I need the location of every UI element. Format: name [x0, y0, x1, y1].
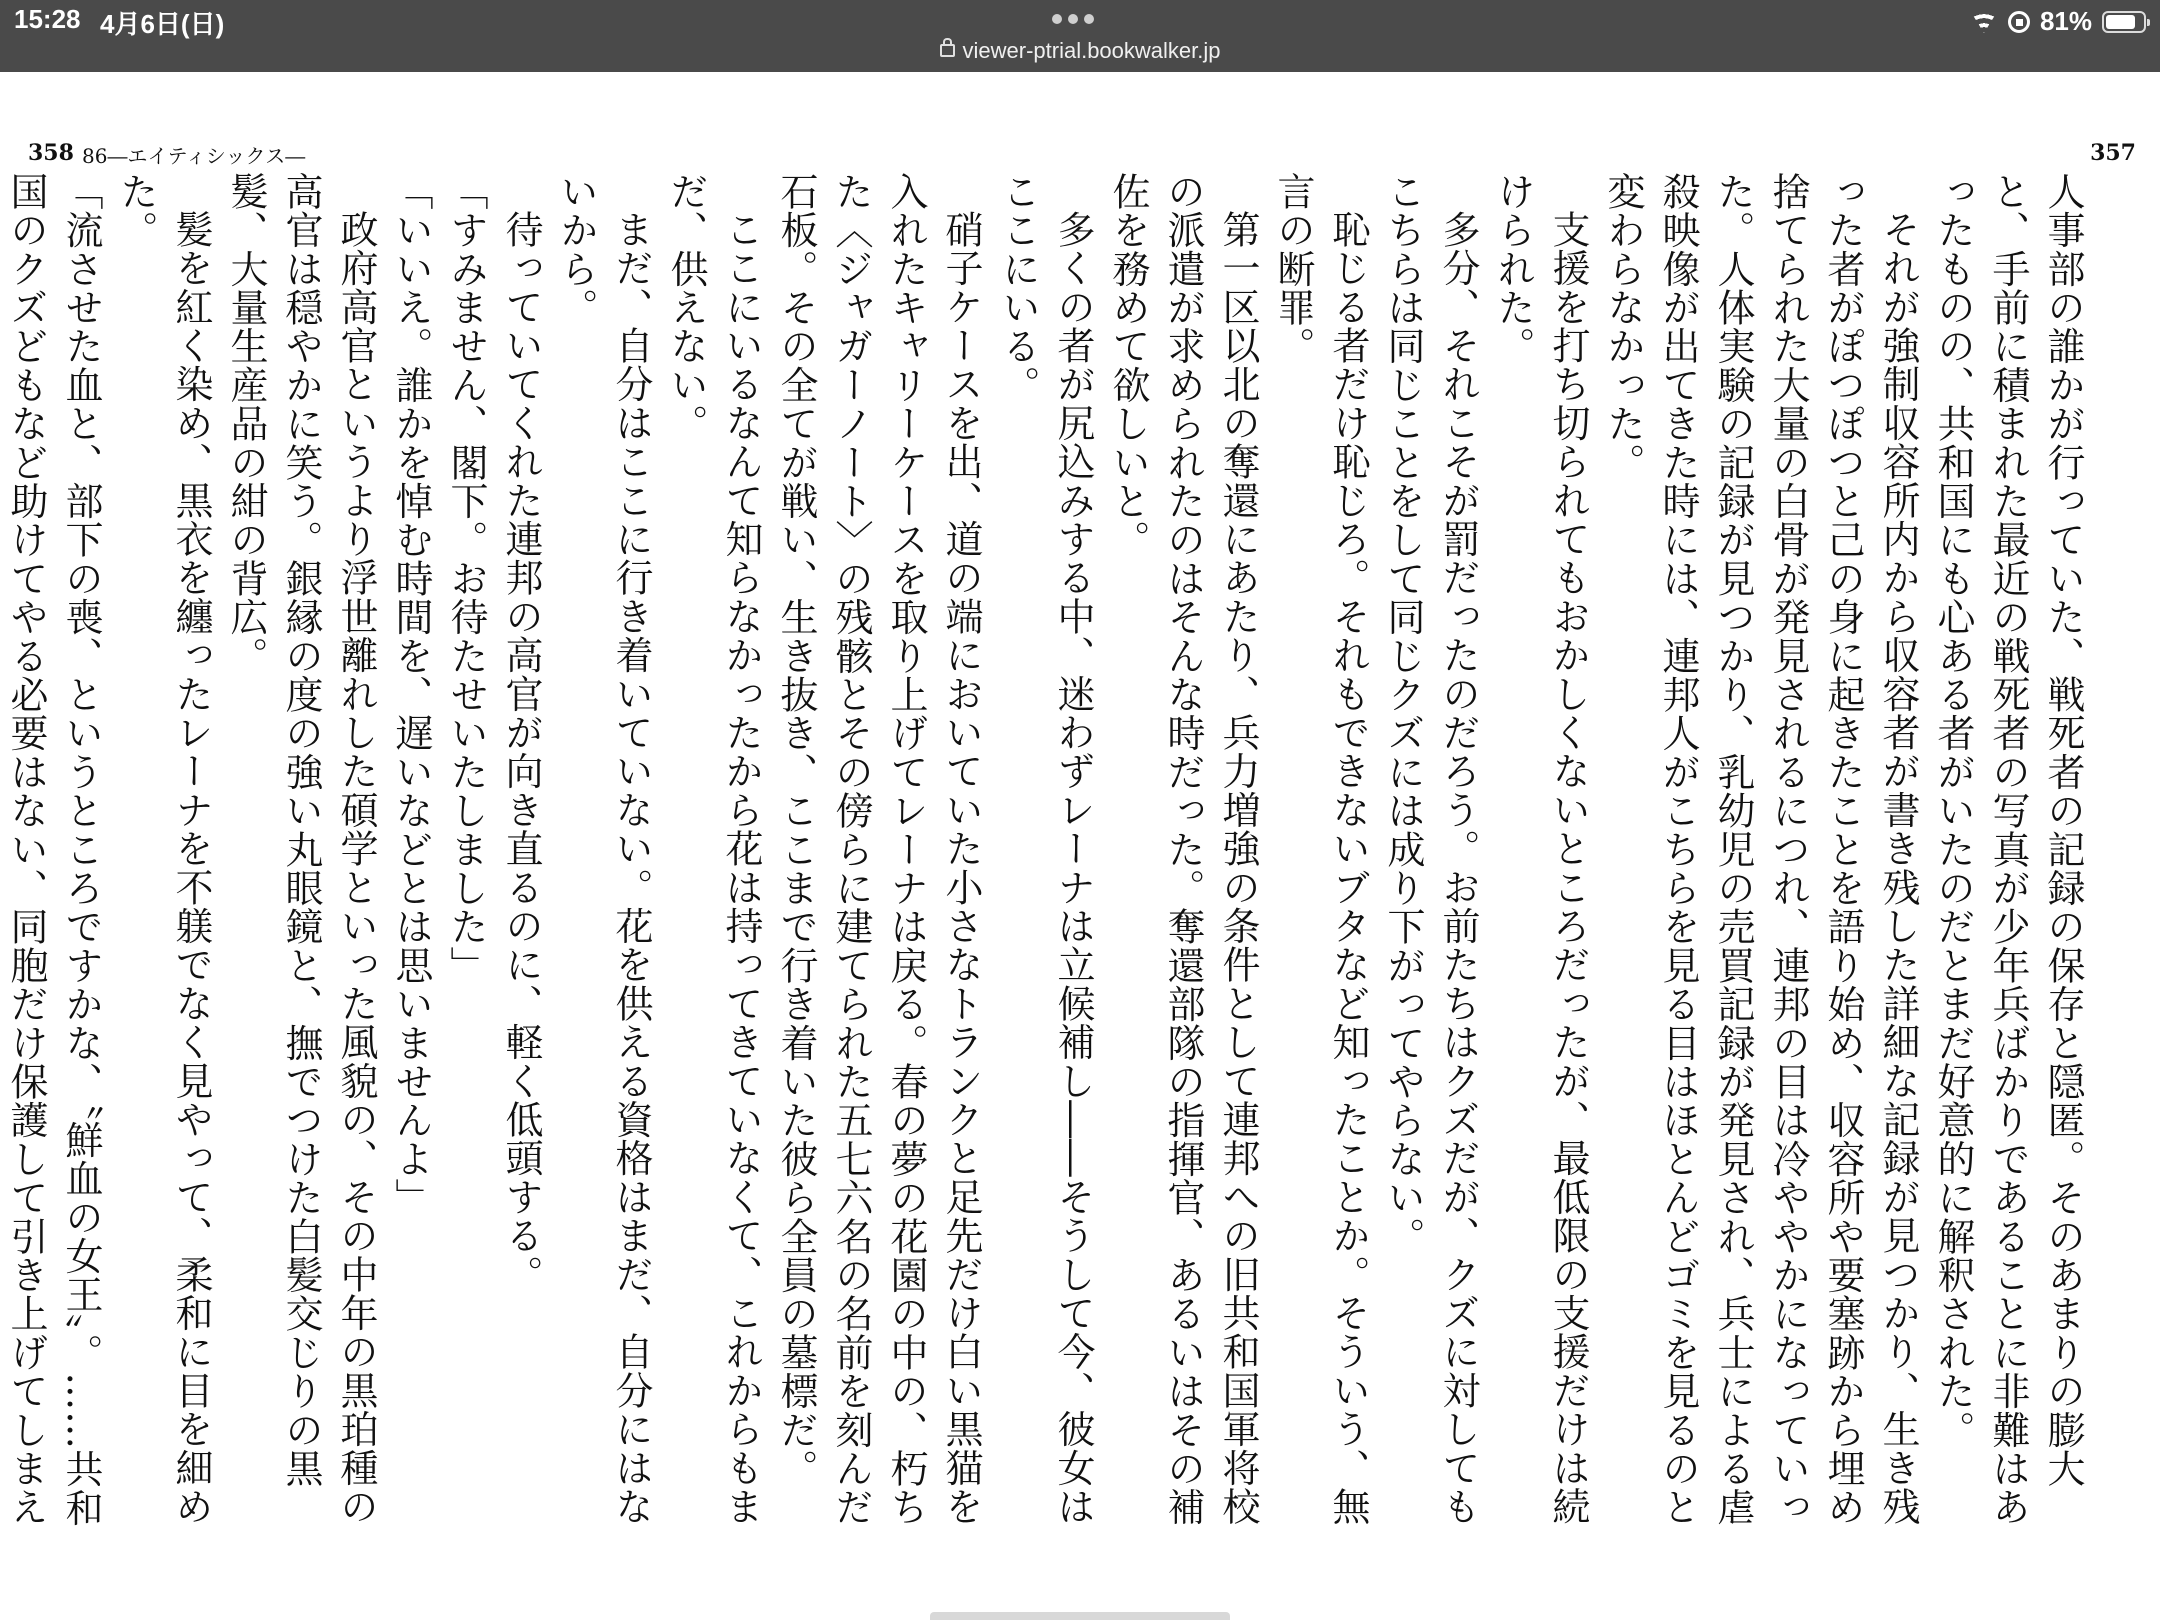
multitasking-dots-icon[interactable] [1052, 14, 1094, 24]
paragraph: 硝子ケースを出、道の端においていた小さなトランクと足先だけ白い黒猫を入れたキャリーケースを取り上げてレーナは戻る。春の夢の花園の中の、朽ちた〈ジャガーノート〉の残骸とその傍らに建てられた五七六名の名前を刻んだ石板。その全てが戦い、生き抜き、ここまで行き着いた彼ら全員の墓標だ。 [774, 172, 983, 1527]
paragraph: 人事部の誰かが行っていた、戦死者の記録の保存と隠匿。そのあまりの膨大と、手前に積まれた最近の戦死者の写真が少年兵ばかりであることに非難はあったものの、共和国にも心ある者がいたのだとまだ好意的に解釈された。 [1931, 172, 2085, 1527]
lock-icon [940, 44, 955, 57]
wifi-icon [1970, 11, 1998, 33]
paragraph: 「流させた血と、部下の喪、というところですかな、〝鮮血の女王〟。……共和国のクズどもなど助けてやる必要はない、同胞だけ保護して引き上げてしまえ [4, 172, 103, 1528]
page-scroll-indicator[interactable] [930, 1612, 1230, 1620]
address-bar[interactable] [0, 38, 2160, 64]
status-indicators [1970, 6, 2146, 37]
paragraph: 多分、それこそが罰だったのだろう。お前たちはクズだが、クズに対してもこちらは同じことをして同じクズには成り下がってやらない。 [1381, 172, 1480, 1526]
paragraph: 支援を打ち切られてもおかしくないところだったが、最低限の支援だけは続けられた。 [1491, 172, 1590, 1526]
paragraph: 「いいえ。誰かを悼む時間を、遅いなどとは思いませんよ」 [389, 172, 433, 1217]
paragraph: 待っていてくれた連邦の高官が向き直るのに、軽く低頭する。 [499, 210, 543, 1294]
paragraph: 多くの者が尻込みする中、迷わずレーナは立候補し――そうして今、彼女はここにいる。 [996, 172, 1095, 1526]
right-page-number: 357 [2090, 140, 2136, 166]
rotation-lock-icon [2008, 11, 2030, 33]
running-title: 86―エイティシックス― [82, 144, 306, 168]
paragraph: 髪を紅く染め、黒衣を纏ったレーナを不躾でなく見やって、柔和に目を細めた。 [114, 172, 213, 1526]
paragraph: 「すみません、閣下。お待たせいたしました」 [444, 172, 488, 985]
battery-percent: 81% [2039, 6, 2092, 36]
right-page-text [996, 172, 2090, 1542]
status-date: 4月6日(日) [100, 9, 225, 39]
left-page-text [4, 172, 988, 1542]
left-page-number: 358 [28, 140, 74, 166]
paragraph: 恥じる者だけ恥じろ。それもできないブタなど知ったことか。そういう、無言の断罪。 [1271, 172, 1370, 1526]
paragraph: まだ、自分はここに行き着いていない。花を供える資格はまだ、自分にはないから。 [554, 172, 653, 1526]
url-text: viewer-ptrial.bookwalker.jp [962, 38, 1221, 63]
status-time: 15:28 [14, 4, 81, 34]
paragraph: 第一区以北の奪還にあたり、兵力増強の条件として連邦への旧共和国軍将校の派遣が求められたのはそんな時だった。奪還部隊の指揮官、あるいはその補佐を務めて欲しいと。 [1106, 172, 1260, 1527]
paragraph: それが強制収容所内から収容者が書き残した詳細な記録が見つかり、生き残った者がぽつぽつと己の身に起きたことを語り始め、収容所や要塞跡から埋め捨てられた大量の白骨が発見されるにつれ、連邦の目は冷ややかになっていった。人体実験の記録が見つかり、乳幼児の売買記録が発見され、兵士による虐殺映像が出てきた時には、連邦人がこちらを見る目はほとんどゴミを見るのと変わらなかった。 [1601, 172, 1920, 1527]
status-bar [0, 0, 2160, 72]
paragraph: 政府高官というより浮世離れした碩学といった風貌の、その中年の黒珀種の高官は穏やかに笑う。銀縁の度の強い丸眼鏡と、撫でつけた白髪交じりの黒髪、大量生産品の紺の背広。 [224, 172, 378, 1526]
battery-icon [2102, 11, 2146, 33]
paragraph: ここにいるなんて知らなかったから花は持ってきていなくて、これからもまだ、供えない。 [664, 172, 763, 1526]
